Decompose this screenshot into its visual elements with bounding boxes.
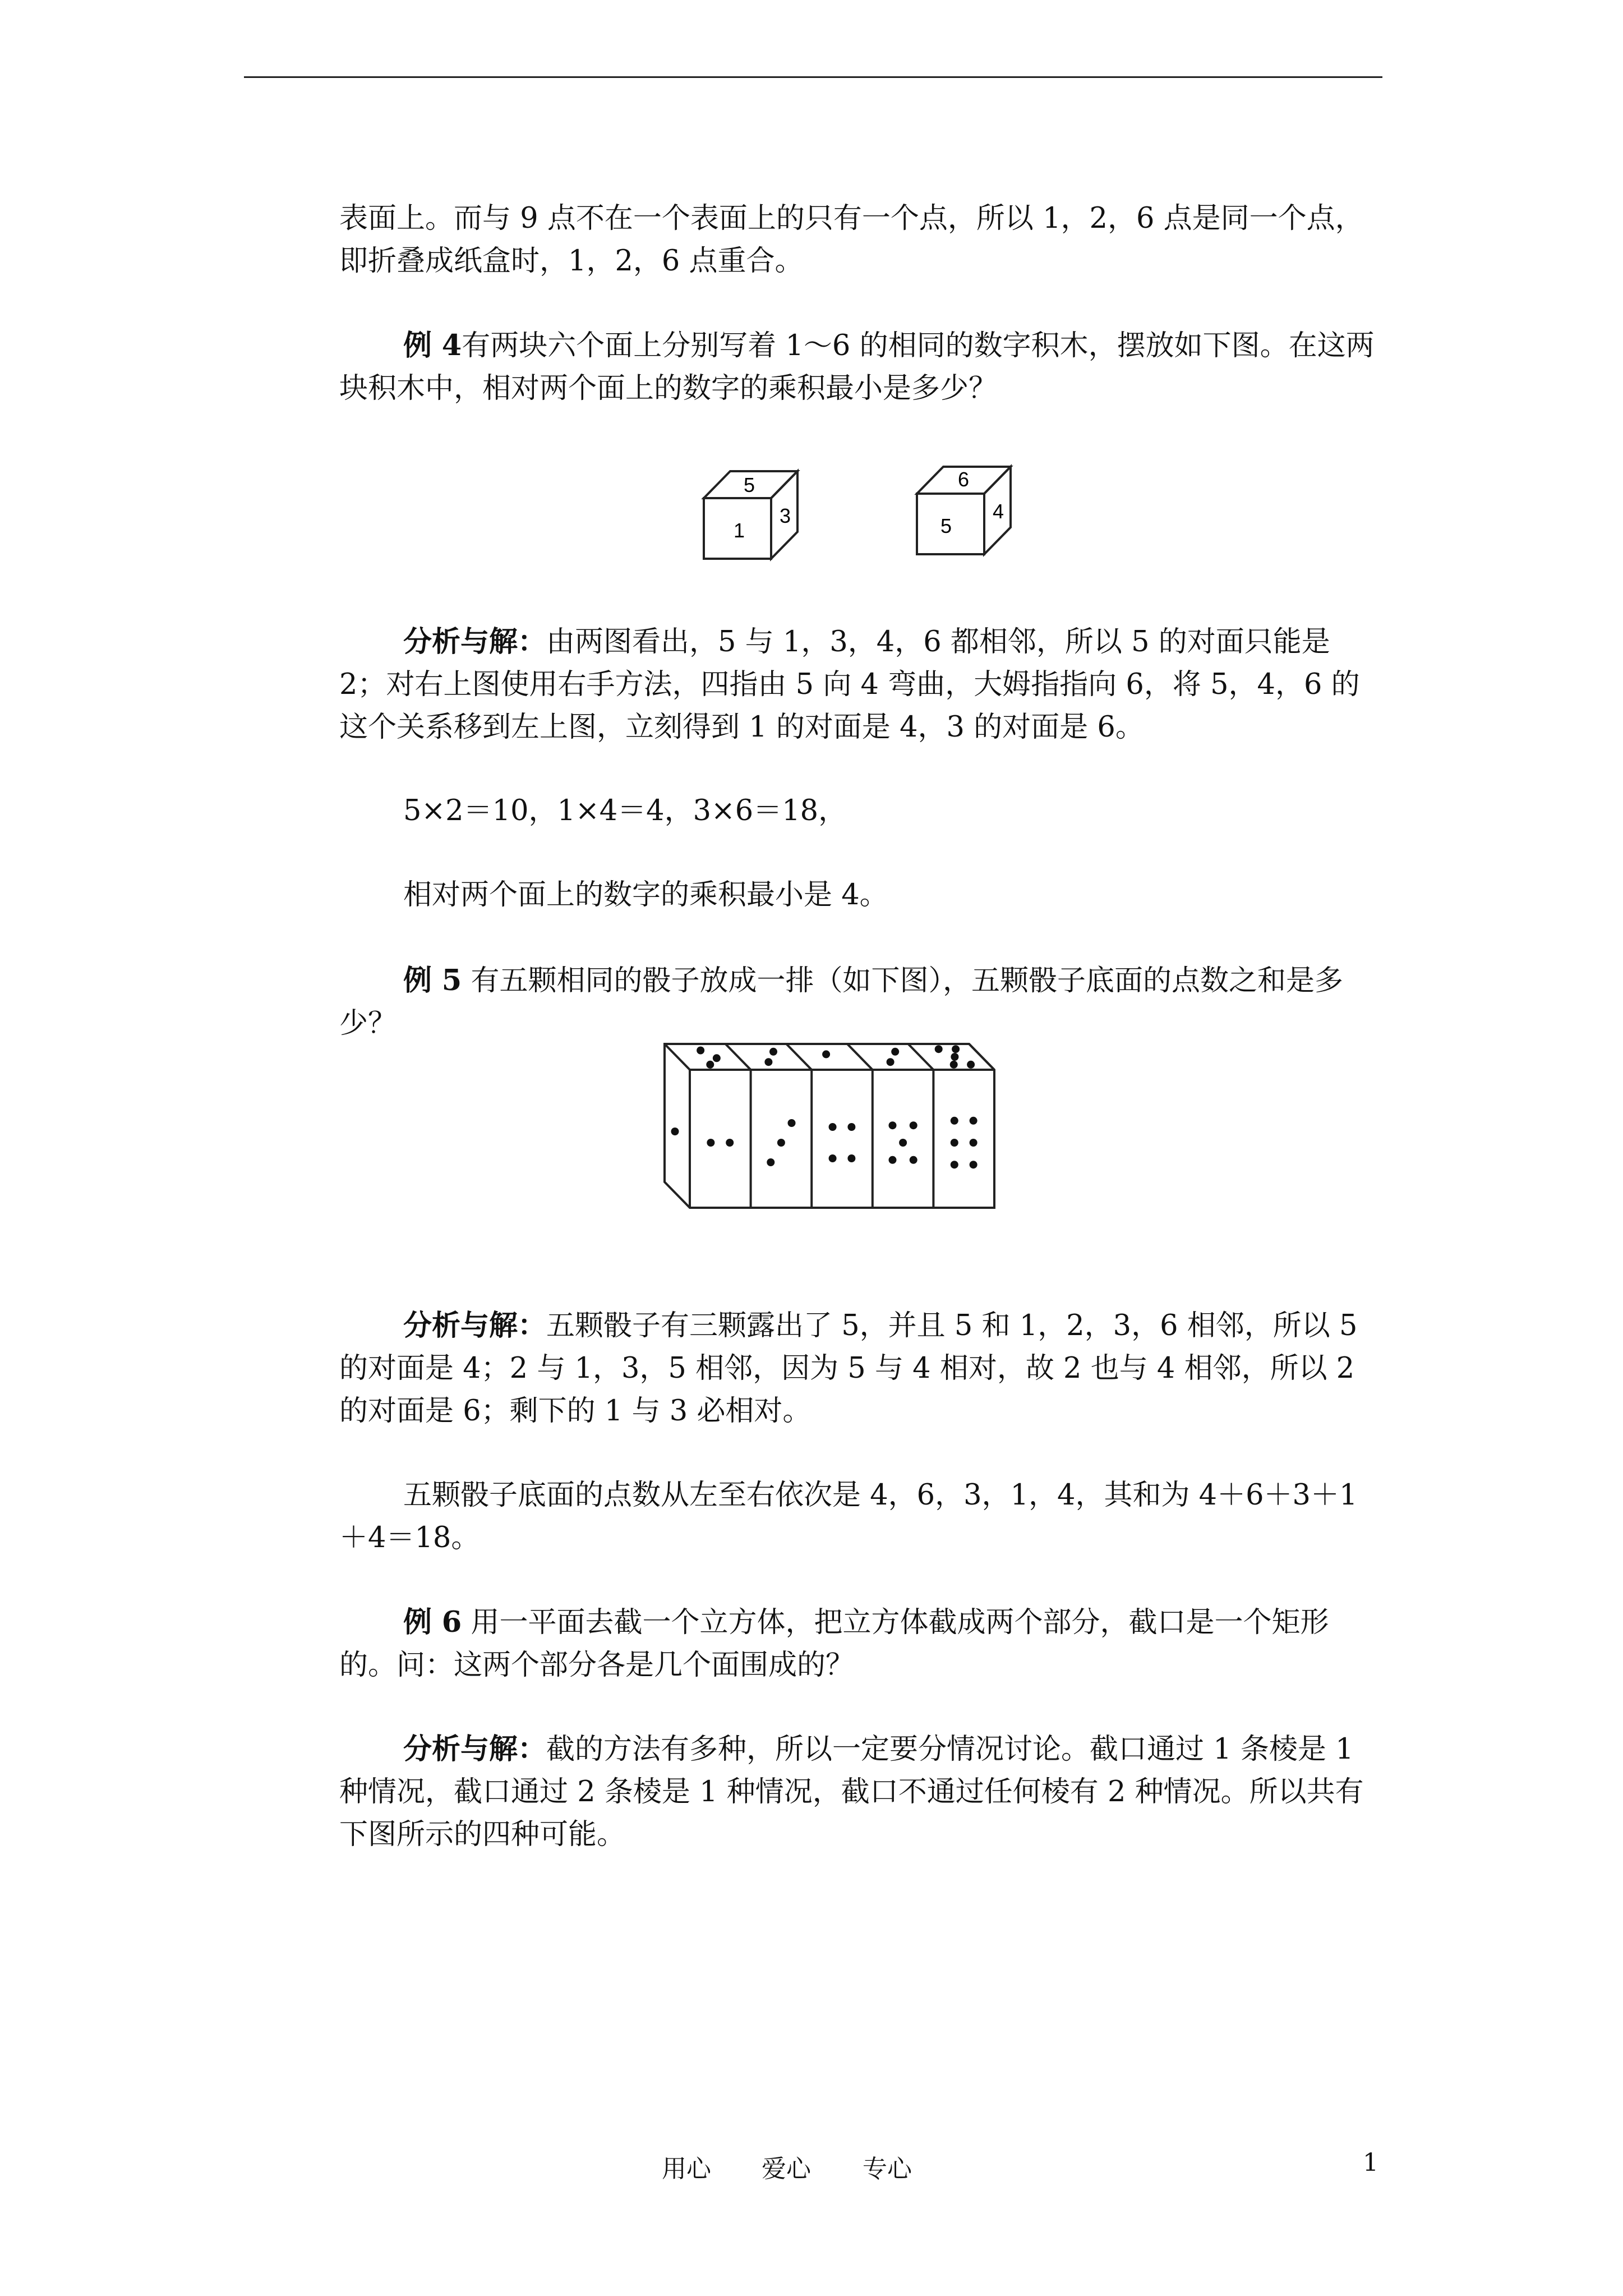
die-front-dot [888, 1121, 896, 1129]
cube-right-front-number: 5 [940, 514, 952, 537]
die-front-dot [910, 1156, 917, 1164]
solution-6-label: 分析与解： [403, 1732, 547, 1766]
die-front-dot [847, 1154, 855, 1162]
die-front-dot [726, 1139, 734, 1147]
die-front-dot [951, 1161, 958, 1168]
die-top-dot [967, 1061, 975, 1069]
die-top-dot [935, 1045, 943, 1053]
solution-5-label: 分析与解： [403, 1309, 547, 1342]
calculation-4: 5×2＝10，1×4＝4，3×6＝18， [403, 794, 847, 827]
die-front-dot [767, 1158, 774, 1166]
die-top-dot [822, 1050, 830, 1058]
die-front-dot [970, 1139, 978, 1147]
solution-6 [339, 1728, 1382, 1856]
cube-left-front-number: 1 [733, 519, 745, 542]
page-number: 1 [1363, 2148, 1378, 2177]
die-front-dot [888, 1156, 896, 1164]
cube-right-right-number: 4 [992, 500, 1004, 523]
die-front-dot [899, 1139, 907, 1147]
footer-item-2: 爱心 [762, 2155, 811, 2183]
example-5 [339, 959, 1382, 1045]
die-front-dot [829, 1154, 837, 1162]
die-front-dot [970, 1161, 978, 1168]
die-top-dot [764, 1058, 772, 1066]
cube-left-top-number: 5 [743, 473, 755, 496]
example-4-text: 有两块六个面上分别写着 1～6 的相同的数字积木，摆放如下图。在这两块积木中，相对两个面上的数字的乘积最小是多少？ [339, 329, 1375, 405]
solution-5-text: 五颗骰子有三颗露出了 5，并且 5 和 1，2，3，6 相邻，所以 5 的对面是 4；2 与 1，3，5 相邻，因为 5 与 4 相对，故 2 也与 4 相邻，所以 2 的对面是 6；剩下的 1 与 3 必相对。 [339, 1309, 1358, 1428]
die-front-dot [951, 1139, 958, 1147]
die-front-dot [951, 1117, 958, 1125]
die-top-dot [951, 1053, 958, 1061]
example-6 [339, 1601, 1382, 1687]
solution-6-text: 截的方法有多种，所以一定要分情况讨论。截口通过 1 条棱是 1 种情况，截口通过 2 条棱是 1 种情况，截口不通过任何棱有 2 种情况。所以共有下图所示的四种可能。 [339, 1733, 1364, 1851]
die-front-dot [777, 1139, 785, 1147]
die-top-dot [697, 1047, 704, 1055]
die-top-dot [950, 1061, 958, 1069]
die-top-dot [706, 1061, 714, 1069]
die-front-dot [788, 1119, 796, 1127]
cube-right-top-number: 6 [957, 468, 970, 491]
solution-5 [339, 1304, 1382, 1433]
conclusion-4: 相对两个面上的数字的乘积最小是 4。 [403, 878, 888, 912]
header-rule [244, 76, 1382, 78]
example-6-label: 例 6 [403, 1605, 462, 1639]
cube-left-right-number: 3 [779, 504, 791, 527]
die-front-dot [707, 1139, 714, 1147]
footer-item-1: 用心 [662, 2155, 711, 2183]
paragraph-continuation: 表面上。而与 9 点不在一个表面上的只有一个点，所以 1，2，6 点是同一个点，即折叠成纸盒时，1，2，6 点重合。 [339, 202, 1364, 278]
die-top-dot [887, 1058, 895, 1066]
example-5-text: 有五颗相同的骰子放成一排（如下图），五颗骰子底面的点数之和是多少？ [339, 964, 1343, 1040]
dice-dots [671, 1045, 978, 1168]
die-side-dot [671, 1128, 679, 1135]
die-front-dot [847, 1123, 855, 1131]
example-4-label: 例 4 [403, 329, 462, 362]
conclusion-5: 五颗骰子底面的点数从左至右依次是 4，6，3，1，4，其和为 4＋6＋3＋1＋4＝18。 [339, 1479, 1358, 1554]
die-top-dot [769, 1048, 777, 1056]
die-front-dot [829, 1123, 837, 1131]
example-4 [339, 324, 1382, 410]
footer-item-3: 专心 [863, 2155, 912, 2183]
solution-4 [339, 620, 1382, 749]
example-5-label: 例 5 [403, 964, 462, 997]
die-top-dot [891, 1048, 899, 1056]
die-top-dot [952, 1045, 960, 1053]
solution-4-text: 由两图看出，5 与 1，3，4，6 都相邻，所以 5 的对面只能是 2；对右上图使用右手方法，四指由 5 向 4 弯曲，大姆指指向 6，将 5，4，6 的这个关系移到左上图，立刻得到 1 的对面是 4，3 的对面是 6。 [339, 625, 1360, 744]
two-cubes-figure [695, 454, 1043, 567]
solution-4-label: 分析与解： [403, 625, 547, 659]
die-front-dot [910, 1121, 917, 1129]
five-dice-figure [662, 1041, 1077, 1226]
example-6-text: 用一平面去截一个立方体，把立方体截成两个部分，截口是一个矩形的。问：这两个部分各是几个面围成的？ [339, 1606, 1329, 1682]
die-top-dot [713, 1054, 721, 1062]
die-front-dot [970, 1117, 978, 1125]
